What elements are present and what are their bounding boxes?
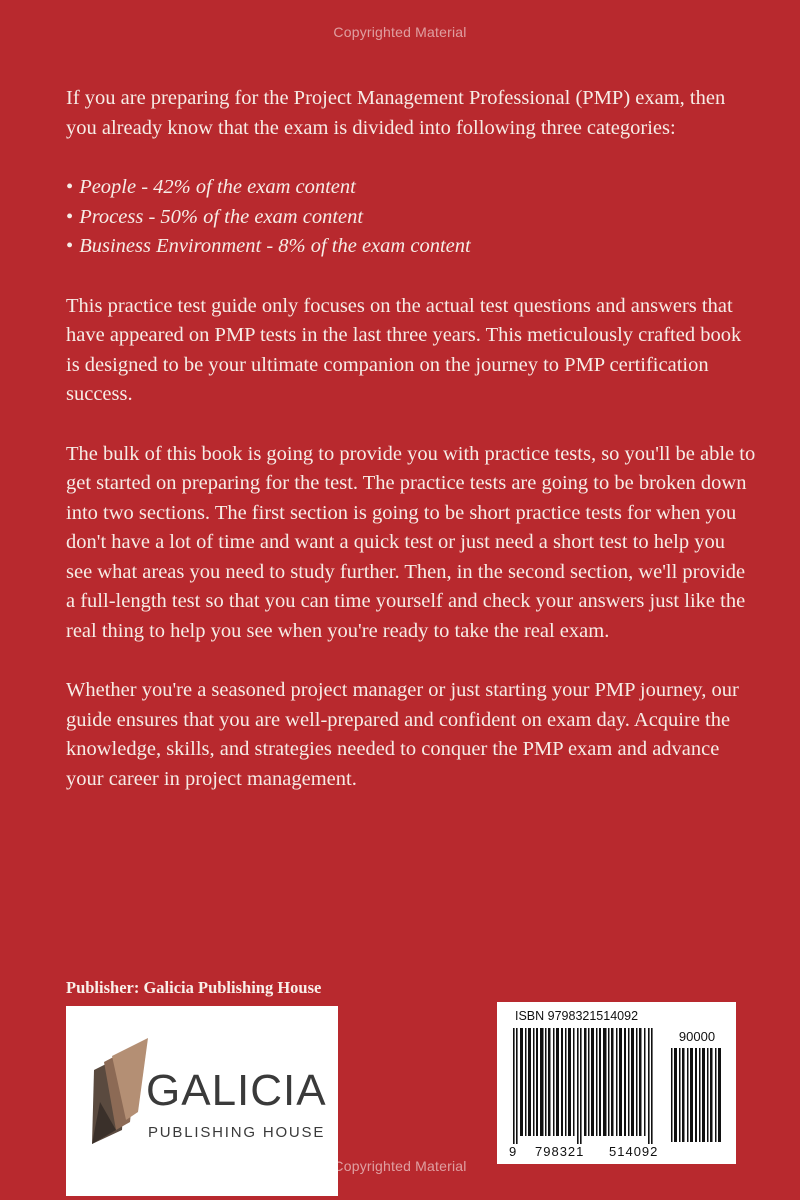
bullet-icon: •: [66, 235, 74, 257]
focus-paragraph: This practice test guide only focuses on the actual test questions and answers that have appeared on PMP tests in the last three years. This meticulously crafted book is designed to be your ultimate companion on the journey to PMP certification success.: [66, 294, 742, 405]
exam-categories-list: [66, 173, 756, 262]
category-people: People - 42% of the exam content: [79, 176, 356, 198]
closing-paragraph: Whether you're a seasoned project manager or just starting your PMP journey, our guide ensures that you are well-prepared and confident on exam day. Acquire the knowledge, skills, and strategies needed to conquer the PMP exam and advance your career in project management.: [66, 679, 739, 790]
isbn-barcode: [497, 1002, 736, 1164]
bullet-icon: •: [66, 176, 74, 198]
logo-subtitle: PUBLISHING HOUSE: [148, 1124, 326, 1141]
category-business-environment: Business Environment - 8% of the exam content: [79, 235, 471, 257]
logo-wordmark: GALICIA: [146, 1066, 327, 1115]
list-item: [66, 173, 756, 203]
barcode-digits-left: 798321: [535, 1144, 585, 1159]
price-code: 90000: [678, 1029, 716, 1044]
barcode-bars: [507, 1028, 663, 1144]
isbn-label: ISBN 9798321514092: [515, 1009, 639, 1023]
addon-barcode-bars: [669, 1048, 725, 1142]
barcode-digit-first: 9: [509, 1144, 517, 1159]
watermark-top: Copyrighted Material: [333, 24, 467, 40]
list-item: [66, 232, 756, 262]
intro-paragraph: If you are preparing for the Project Management Professional (PMP) exam, then you already know that the exam is divided into following three categories:: [66, 87, 726, 139]
back-cover-text: [66, 84, 756, 824]
bullet-icon: •: [66, 205, 74, 228]
barcode-digits-right: 514092: [609, 1144, 659, 1159]
watermark-bottom: Copyrighted Material: [333, 1158, 467, 1174]
publisher-label: Publisher: Galicia Publishing House: [66, 978, 322, 997]
category-process: Process - 50% of the exam content: [79, 205, 364, 228]
practice-tests-paragraph: The bulk of this book is going to provide you with practice tests, so you'll be able to get started on preparing for the test. The practice tests are going to be broken down into two sections. The first section is going to be short practice tests for when you don't have a lot of time and want a quick test or just need a short test to help you see what areas you need to study further. Then, in the second section, we'll provide a full-length test so that you can time yourself and check your answers just like the real thing to help you see when you're ready to take the real exam.: [66, 442, 756, 642]
list-item: [66, 203, 756, 233]
